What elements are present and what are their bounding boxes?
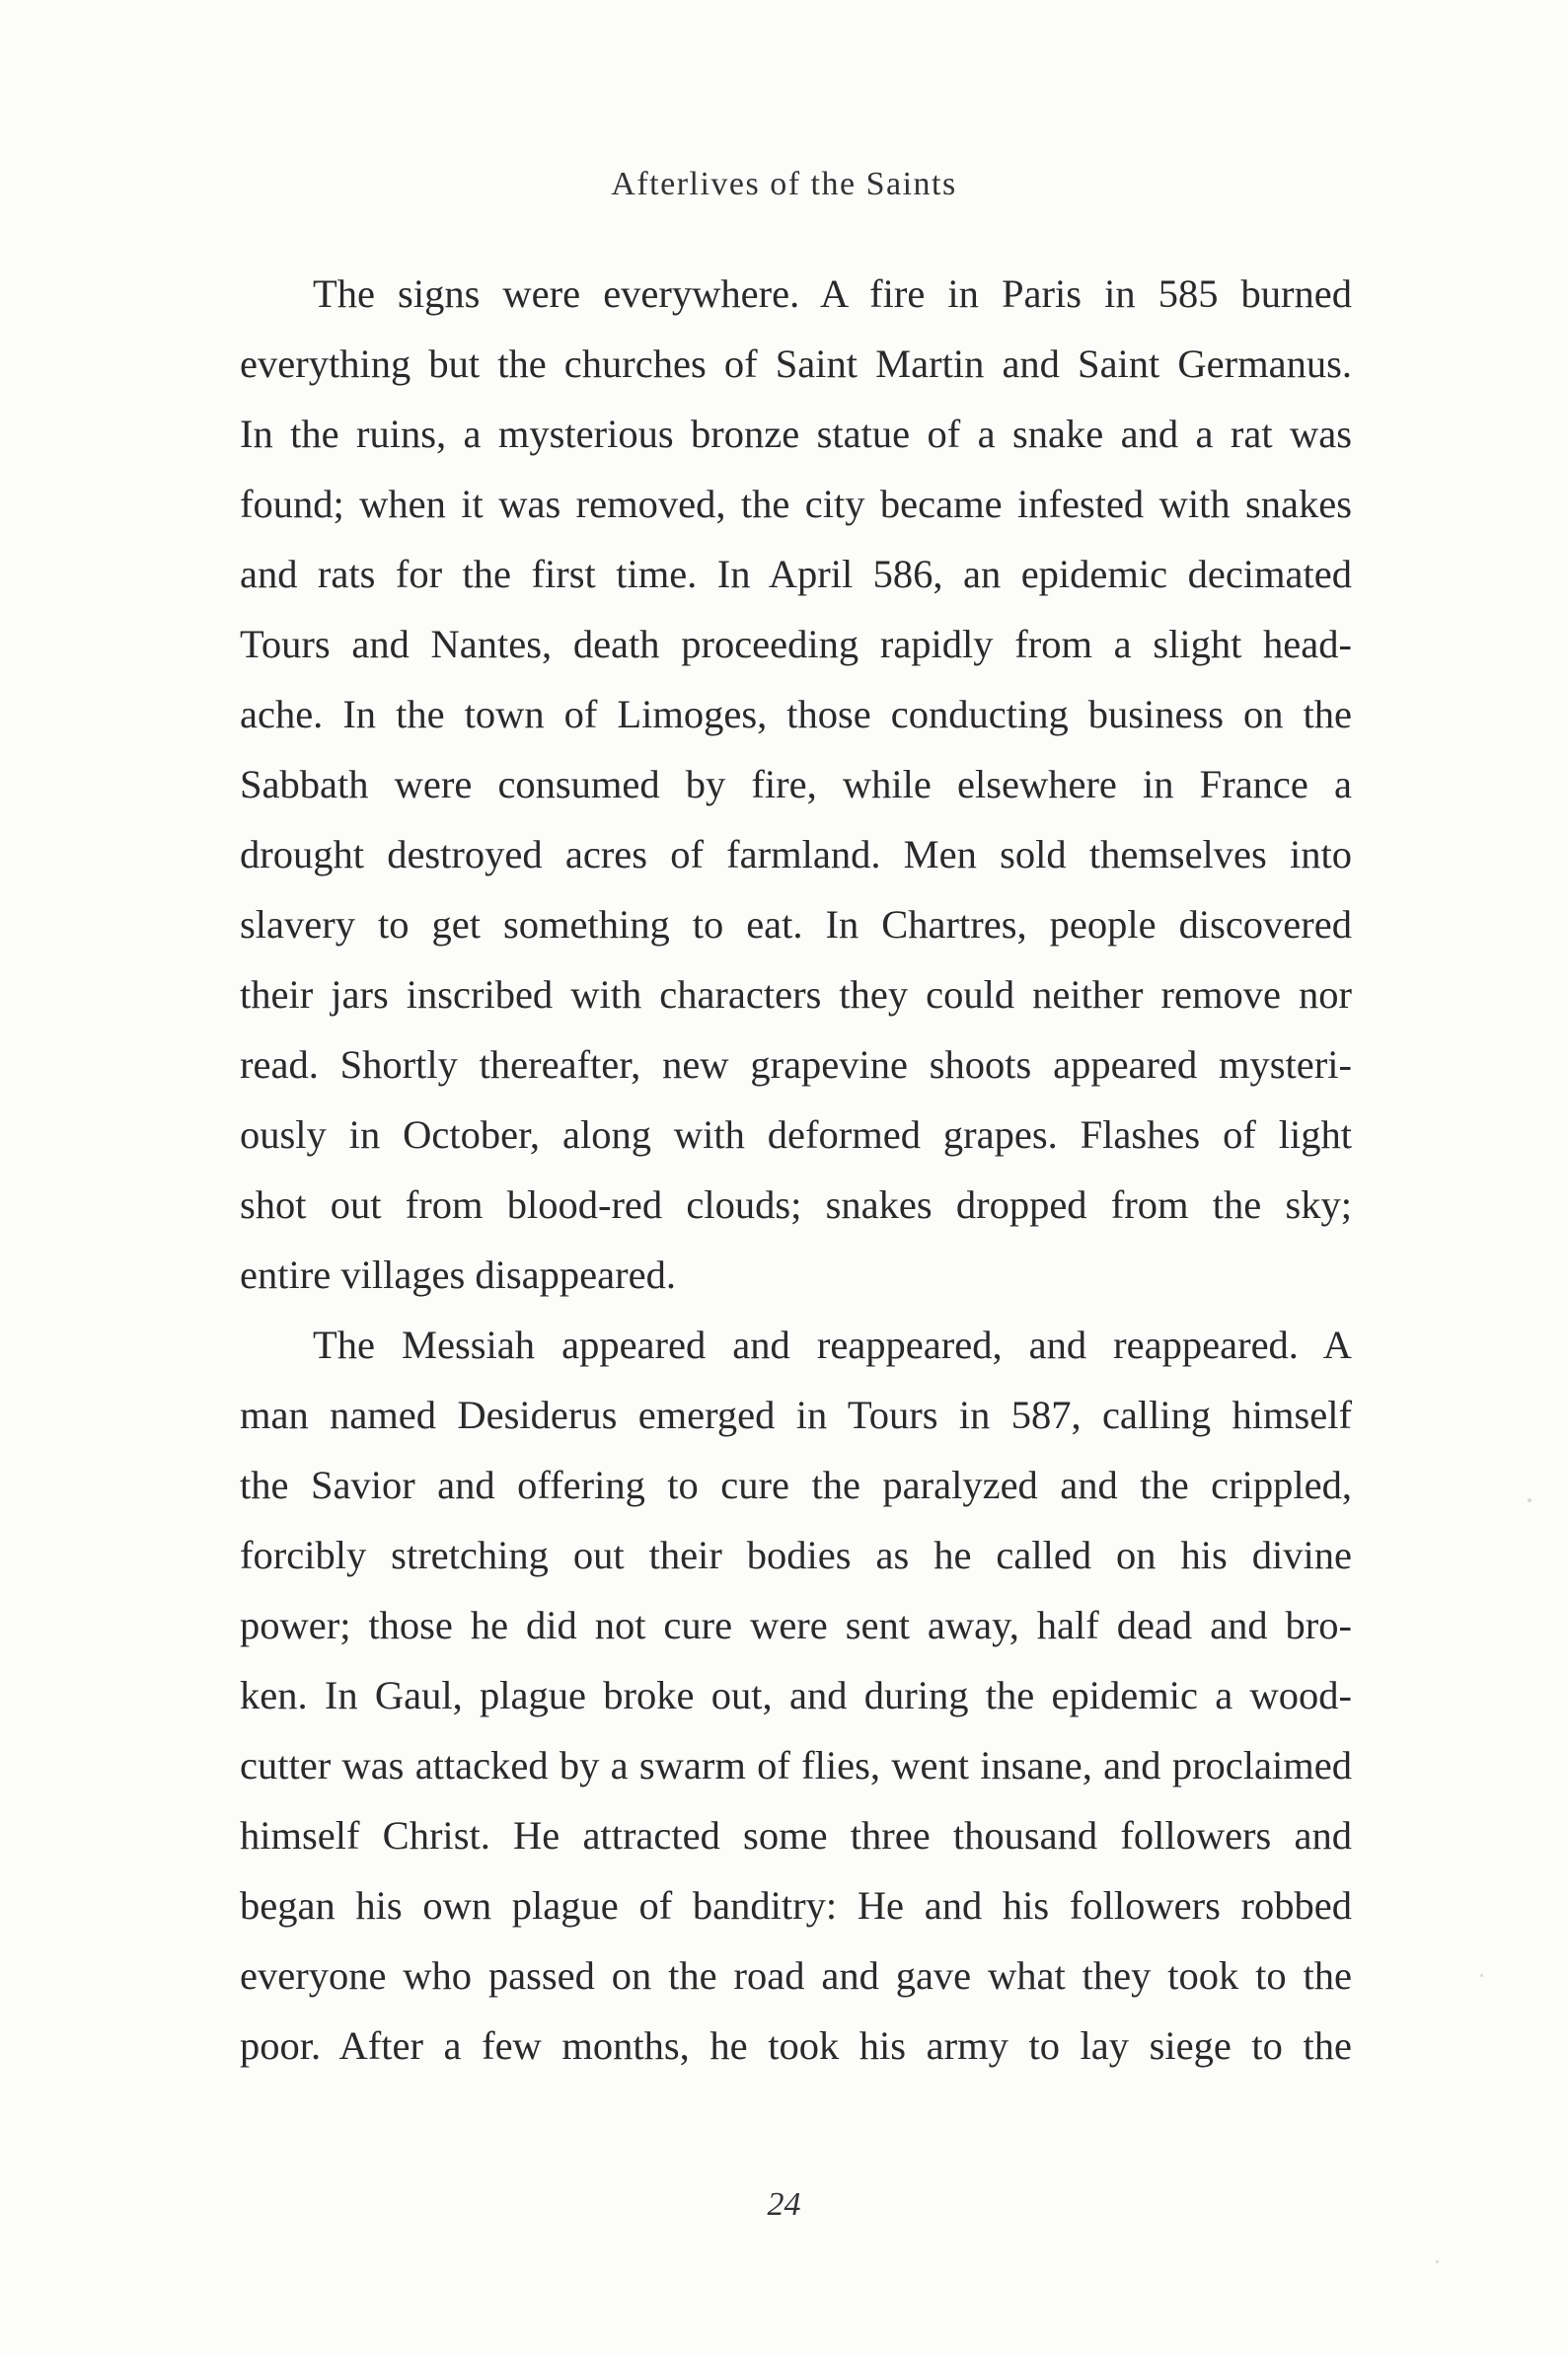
text-line: entire villages disappeared.	[240, 1253, 676, 1297]
text-line: their jars inscribed with characters they could neither remove nor	[240, 972, 1352, 1017]
body-text	[240, 259, 1352, 2081]
text-line: the Savior and offering to cure the paralyzed and the crippled,	[240, 1463, 1352, 1507]
text-line: everyone who passed on the road and gave what they took to the	[240, 1953, 1352, 1998]
text-line: power; those he did not cure were sent away, half dead and bro-	[240, 1603, 1352, 1647]
text-line: read. Shortly thereafter, new grapevine shoots appeared mysteri-	[240, 1042, 1352, 1087]
text-line: poor. After a few months, he took his army to lay siege to the	[240, 2023, 1352, 2068]
scan-speck	[1528, 1498, 1531, 1502]
text-line: cutter was attacked by a swarm of flies, went insane, and proclaimed	[240, 1743, 1352, 1787]
text-line: ache. In the town of Limoges, those conducting business on the	[240, 692, 1352, 736]
text-line: himself Christ. He attracted some three thousand followers and	[240, 1813, 1352, 1858]
text-line: found; when it was removed, the city became infested with snakes	[240, 482, 1352, 526]
text-line: The Messiah appeared and reappeared, and reappeared. A	[313, 1323, 1352, 1367]
scan-speck	[1480, 1974, 1483, 1977]
text-line: began his own plague of banditry: He and his followers robbed	[240, 1883, 1352, 1928]
text-line: drought destroyed acres of farmland. Men sold themselves into	[240, 832, 1352, 876]
text-line: man named Desiderus emerged in Tours in 587, calling himself	[240, 1393, 1352, 1437]
text-line: forcibly stretching out their bodies as he called on his divine	[240, 1533, 1352, 1577]
text-line: Sabbath were consumed by fire, while elsewhere in France a	[240, 762, 1352, 806]
text-line: In the ruins, a mysterious bronze statue of a snake and a rat was	[240, 412, 1352, 456]
text-line: everything but the churches of Saint Martin and Saint Germanus.	[240, 342, 1352, 386]
page-number: 24	[767, 2186, 801, 2223]
text-line: shot out from blood-red clouds; snakes dropped from the sky;	[240, 1182, 1352, 1227]
text-line: ken. In Gaul, plague broke out, and during the epidemic a wood-	[240, 1673, 1352, 1717]
running-head: Afterlives of the Saints	[611, 166, 957, 202]
scan-speck	[1436, 2260, 1439, 2263]
text-line: ously in October, along with deformed grapes. Flashes of light	[240, 1112, 1352, 1157]
text-line: The signs were everywhere. A fire in Paris in 585 burned	[313, 271, 1352, 316]
text-line: and rats for the first time. In April 586, an epidemic decimated	[240, 552, 1352, 596]
text-line: Tours and Nantes, death proceeding rapidly from a slight head-	[240, 622, 1352, 666]
text-line: slavery to get something to eat. In Chartres, people discovered	[240, 902, 1352, 947]
